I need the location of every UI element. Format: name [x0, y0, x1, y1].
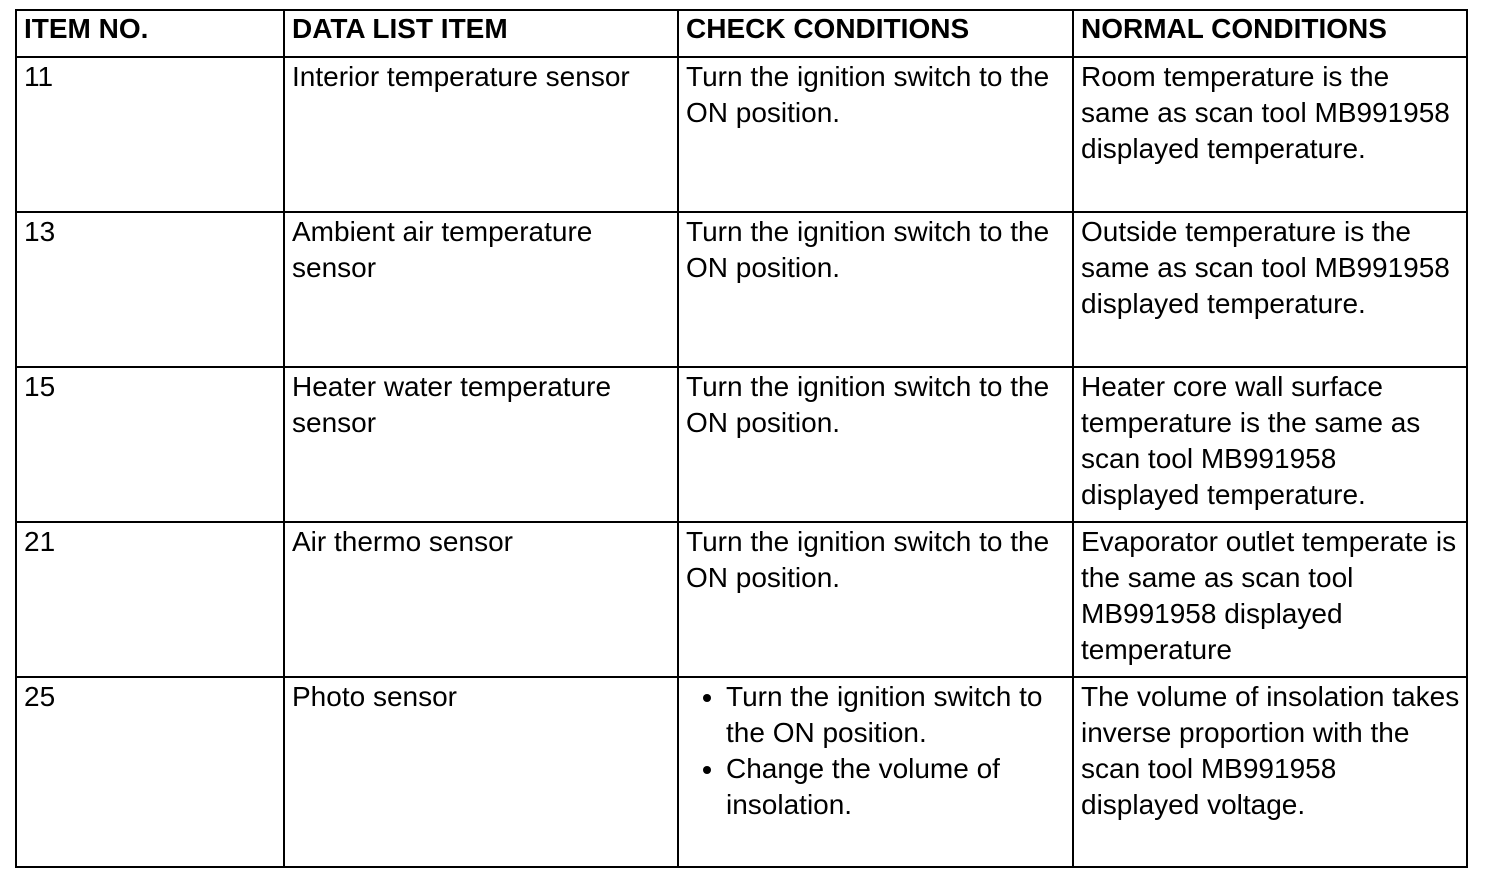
- cell-normal-conditions: Outside temperature is the same as scan tool MB991958 displayed temperature.: [1073, 212, 1467, 367]
- header-data-list-item: DATA LIST ITEM: [284, 10, 678, 57]
- cell-check-conditions: Turn the ignition switch to the ON position.: [678, 57, 1073, 212]
- table-header-row: [16, 10, 1467, 57]
- cell-data-list-item: Heater water temperature sensor: [284, 367, 678, 522]
- cell-item-no: 25: [16, 677, 284, 867]
- cell-check-conditions: [678, 677, 1073, 867]
- cell-item-no: 13: [16, 212, 284, 367]
- cell-normal-conditions: Heater core wall surface temperature is the same as scan tool MB991958 displayed temperature.: [1073, 367, 1467, 522]
- cell-data-list-item: Photo sensor: [284, 677, 678, 867]
- cell-normal-conditions: Room temperature is the same as scan tool MB991958 displayed temperature.: [1073, 57, 1467, 212]
- table-row: [16, 57, 1467, 212]
- cell-data-list-item: Ambient air temperature sensor: [284, 212, 678, 367]
- table-row: [16, 677, 1467, 867]
- table-row: [16, 522, 1467, 677]
- header-check-conditions: CHECK CONDITIONS: [678, 10, 1073, 57]
- cell-check-conditions: Turn the ignition switch to the ON position.: [678, 212, 1073, 367]
- cell-check-conditions: Turn the ignition switch to the ON position.: [678, 367, 1073, 522]
- cell-normal-conditions: The volume of insolation takes inverse proportion with the scan tool MB991958 displayed voltage.: [1073, 677, 1467, 867]
- cell-item-no: 21: [16, 522, 284, 677]
- header-item-no: ITEM NO.: [16, 10, 284, 57]
- table-row: [16, 212, 1467, 367]
- cell-item-no: 15: [16, 367, 284, 522]
- check-conditions-list: [686, 679, 1066, 823]
- list-item: • Change the volume of insolation.: [726, 751, 1066, 823]
- data-list-table: [15, 9, 1468, 868]
- cell-data-list-item: Interior temperature sensor: [284, 57, 678, 212]
- table-row: [16, 367, 1467, 522]
- cell-data-list-item: Air thermo sensor: [284, 522, 678, 677]
- cell-normal-conditions: Evaporator outlet temperate is the same as scan tool MB991958 displayed temperature: [1073, 522, 1467, 677]
- list-item: • Turn the ignition switch to the ON position.: [726, 679, 1066, 751]
- cell-item-no: 11: [16, 57, 284, 212]
- header-normal-conditions: NORMAL CONDITIONS: [1073, 10, 1467, 57]
- cell-check-conditions: Turn the ignition switch to the ON position.: [678, 522, 1073, 677]
